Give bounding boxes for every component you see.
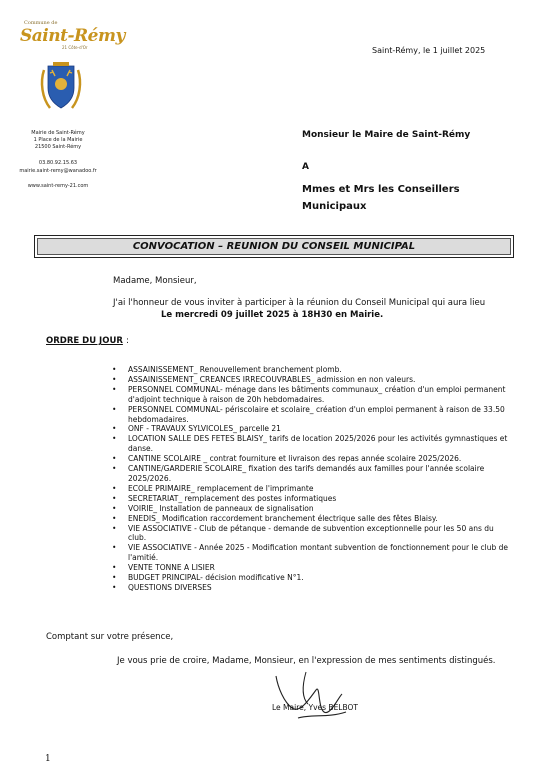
bullet-icon: • xyxy=(112,404,117,414)
website: www.saint-remy-21.com xyxy=(27,183,89,189)
logo-commune-name: Saint-Rémy xyxy=(20,26,125,46)
bullet-icon: • xyxy=(112,483,117,493)
greeting: Madame, Monsieur, xyxy=(113,276,197,286)
agenda-item: • LOCATION SALLE DES FETES BLAISY_ tarifs de location 2025/2026 pour les activités gymnastiques et danse. xyxy=(112,434,508,454)
logo-department: 21 Côte-d'Or xyxy=(62,45,88,50)
agenda-heading-colon: : xyxy=(126,336,129,346)
bullet-icon: • xyxy=(112,543,117,553)
bullet-icon: • xyxy=(112,365,117,374)
address-line: 21500 Saint-Rémy xyxy=(34,144,82,150)
bullet-icon: • xyxy=(112,523,117,533)
closing-formula: Je vous prie de croire, Madame, Monsieur, en l'expression de mes sentiments distingués. xyxy=(117,656,496,666)
bullet-icon: • xyxy=(112,513,117,523)
agenda-item: • PERSONNEL COMMUNAL- périscolaire et scolaire_ création d'un emploi permanent à raison de 33.50 hebdomadaires. xyxy=(112,404,505,424)
bullet-icon: • xyxy=(112,493,117,503)
agenda-item: • CANTINE SCOLAIRE _ contrat fourniture et livraison des repas année scolaire 2025/2026. xyxy=(112,454,462,464)
agenda-item: • SECRETARIAT_ remplacement des postes informatiques xyxy=(112,493,337,503)
bullet-icon: • xyxy=(112,582,117,592)
agenda-item: • ONF - TRAVAUX SYLVICOLES_ parcelle 21 xyxy=(112,424,281,434)
title-box xyxy=(34,235,514,258)
logo-commune-label: Commune de xyxy=(24,20,58,26)
agenda-heading: ORDRE DU JOUR xyxy=(46,336,123,346)
intro-paragraph: J'ai l'honneur de vous inviter à participer à la réunion du Conseil Municipal qui aura lieu xyxy=(113,298,486,308)
page-number: 1 xyxy=(45,754,51,764)
recipient-line: Mmes et Mrs les Conseillers xyxy=(302,184,460,195)
agenda-item: • VOIRIE_ Installation de panneaux de signalisation xyxy=(112,503,314,513)
agenda-item: • ASSAINISSEMENT_ Renouvellement branchement plomb. xyxy=(112,365,342,374)
email-address: mairie.saint-remy@wanadoo.fr xyxy=(19,168,97,174)
bullet-icon: • xyxy=(112,434,117,444)
bullet-icon: • xyxy=(112,563,117,573)
letter-date: Saint-Rémy, le 1 juillet 2025 xyxy=(372,46,486,55)
agenda-item: • VENTE TONNE A LISIER xyxy=(112,563,215,573)
bullet-icon: • xyxy=(112,374,117,384)
phone-number: 03.80.92.15.63 xyxy=(38,160,78,166)
address-line: Mairie de Saint-Rémy xyxy=(31,130,85,136)
closing-presence: Comptant sur votre présence, xyxy=(46,632,174,642)
bullet-icon: • xyxy=(112,384,117,394)
signature-icon xyxy=(258,668,368,730)
bullet-icon: • xyxy=(112,424,117,434)
bullet-icon: • xyxy=(112,464,117,474)
agenda-list xyxy=(112,365,514,593)
agenda-item: • ENEDIS_ Modification raccordement branchement électrique salle des fêtes Blaisy. xyxy=(112,513,438,523)
bullet-icon: • xyxy=(112,454,117,464)
agenda-item: • ECOLE PRIMAIRE_ remplacement de l'imprimante xyxy=(112,483,314,493)
sender-line: Monsieur le Maire de Saint-Rémy xyxy=(302,130,471,140)
bullet-icon: • xyxy=(112,503,117,513)
agenda-item: • CANTINE/GARDERIE SCOLAIRE_ fixation des tarifs demandés aux familles pour l'année scolaire 2025/2026. xyxy=(112,464,485,483)
meeting-datetime: Le mercredi 09 juillet 2025 à 18H30 en Mairie. xyxy=(161,310,384,320)
coat-of-arms-icon xyxy=(38,52,84,118)
agenda-item: • ASSAINISSEMENT_ CREANCES IRRECOUVRABLES_ admission en non valeurs. xyxy=(112,374,416,384)
bullet-icon: • xyxy=(112,573,117,583)
agenda-item: • QUESTIONS DIVERSES xyxy=(112,582,212,592)
agenda-item: • PERSONNEL COMMUNAL- ménage dans les bâtiments communaux_ création d'un emploi permanent d'adjoint technique à raison de 20h hebdomadaires. xyxy=(112,384,506,404)
agenda-item: • BUDGET PRINCIPAL- décision modificative N°1. xyxy=(112,573,304,583)
agenda-item: • VIE ASSOCIATIVE - Année 2025 - Modification montant subvention de fonctionnement pour le club de l'amitié. xyxy=(112,543,509,563)
address-line: 1 Place de la Mairie xyxy=(33,137,83,143)
document-title: CONVOCATION – REUNION DU CONSEIL MUNICIPAL xyxy=(37,238,511,255)
recipient-line: Municipaux xyxy=(302,201,367,212)
agenda-item: • VIE ASSOCIATIVE - Club de pétanque - demande de subvention exceptionnelle pour les 50 ans du club. xyxy=(112,523,494,543)
signer-name: Le Maire, Yves BELBOT xyxy=(272,703,358,712)
recipient-a: A xyxy=(302,162,309,172)
